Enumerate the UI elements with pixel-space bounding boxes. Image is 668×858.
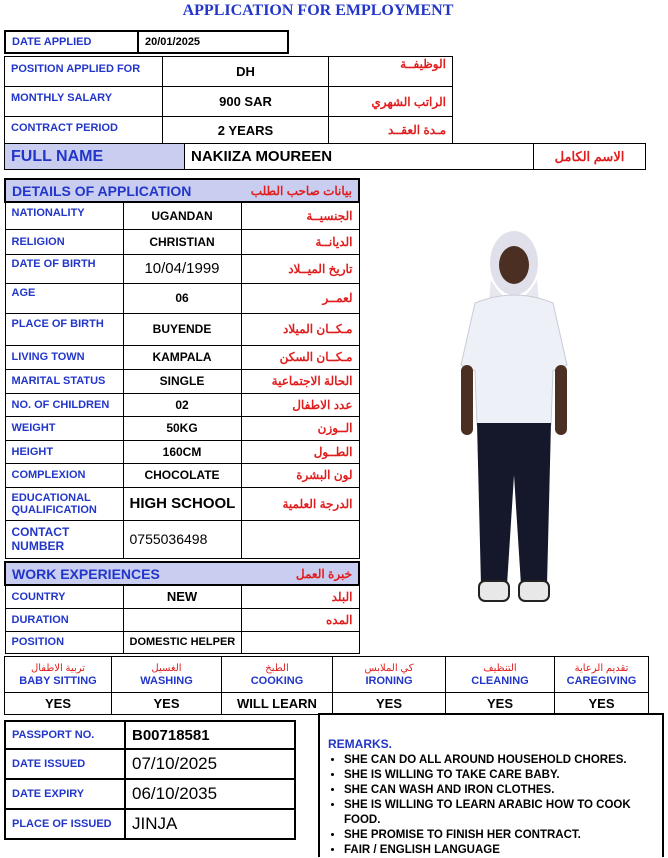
details-row-value: 50KG (123, 416, 241, 440)
details-header-ar: بيانات صاحب الطلب (241, 179, 359, 202)
full-name-table (4, 143, 646, 170)
position-value: DH (163, 57, 329, 87)
details-row-ar: الحالة الاجتماعية (241, 369, 359, 393)
skill-ar: التنظيف (483, 662, 517, 674)
details-row-label: RELIGION (5, 229, 123, 254)
details-row-ar: الجنسيــة (241, 202, 359, 229)
details-row-label: CONTACT NUMBER (5, 520, 123, 558)
full-name-ar: الاسم الكامل (534, 144, 646, 170)
details-row-label: NO. OF CHILDREN (5, 393, 123, 416)
details-header: DETAILS OF APPLICATION (5, 179, 241, 202)
details-row-value: HIGH SCHOOL (123, 487, 241, 520)
work-row-label: DURATION (5, 608, 123, 631)
passport-label: PLACE OF ISSUED (5, 809, 125, 839)
skill-header (222, 657, 333, 693)
skill-value: YES (333, 693, 446, 715)
work-row-ar (241, 631, 359, 653)
date-applied-value: 20/01/2025 (138, 31, 288, 53)
full-name-label: FULL NAME (5, 144, 185, 170)
skill-ar: الطبخ (265, 662, 289, 674)
details-row-value: KAMPALA (123, 345, 241, 369)
passport-value: B00718581 (125, 721, 295, 749)
skill-value: YES (112, 693, 222, 715)
work-row-value: DOMESTIC HELPER (123, 631, 241, 653)
remark-item: • SHE CAN DO ALL AROUND HOUSEHOLD CHORES. (344, 753, 656, 768)
skill-ar: تقديم الرعاية (574, 662, 629, 674)
passport-value: 07/10/2025 (125, 749, 295, 779)
work-table (4, 561, 360, 654)
full-name-value: NAKIIZA MOUREEN (185, 144, 534, 170)
details-row-value: CHRISTIAN (123, 229, 241, 254)
remark-item: • SHE PROMISE TO FINISH HER CONTRACT. (344, 828, 656, 843)
date-applied-label: DATE APPLIED (5, 31, 138, 53)
work-row-ar: البلد (241, 585, 359, 608)
date-applied-table (4, 30, 289, 54)
skill-label: WASHING (140, 674, 193, 687)
details-row-ar (241, 520, 359, 558)
remark-item: • SHE IS WILLING TO LEARN ARABIC HOW TO COOK FOOD. (344, 798, 656, 828)
passport-label: DATE ISSUED (5, 749, 125, 779)
details-row-label: WEIGHT (5, 416, 123, 440)
skill-header (333, 657, 446, 693)
details-row-label: HEIGHT (5, 440, 123, 463)
skill-value: YES (555, 693, 649, 715)
details-row-label: NATIONALITY (5, 202, 123, 229)
skill-value: WILL LEARN (222, 693, 333, 715)
skill-label: COOKING (250, 674, 304, 687)
skill-label: CLEANING (471, 674, 529, 687)
details-row-label: AGE (5, 283, 123, 313)
details-row-value: 160CM (123, 440, 241, 463)
details-row-ar: لون البشرة (241, 463, 359, 487)
skill-header (555, 657, 649, 693)
salary-label: MONTHLY SALARY (5, 87, 163, 117)
remarks-box (318, 713, 664, 857)
skill-ar: تربية الاطفال (30, 662, 86, 674)
details-row-ar: الديانــة (241, 229, 359, 254)
work-row-ar: المده (241, 608, 359, 631)
details-row-label: LIVING TOWN (5, 345, 123, 369)
skill-value: YES (5, 693, 112, 715)
details-row-value: 0755036498 (123, 520, 241, 558)
details-row-ar: مـكــان السكن (241, 345, 359, 369)
passport-table (4, 720, 296, 840)
applicant-photo (455, 225, 573, 613)
work-header-ar: خبرة العمل (241, 562, 359, 585)
details-row-value: CHOCOLATE (123, 463, 241, 487)
salary-value: 900 SAR (163, 87, 329, 117)
details-row-ar: تاريخ الميــلاد (241, 254, 359, 283)
details-row-ar: الطــول (241, 440, 359, 463)
skill-label: CAREGIVING (566, 674, 637, 687)
passport-value: 06/10/2035 (125, 779, 295, 809)
skill-label: IRONING (365, 674, 413, 687)
work-header: WORK EXPERIENCES (5, 562, 241, 585)
details-row-label: COMPLEXION (5, 463, 123, 487)
passport-value: JINJA (125, 809, 295, 839)
skills-table (4, 656, 649, 715)
remarks-list (328, 753, 656, 858)
details-row-ar: الــوزن (241, 416, 359, 440)
passport-label: PASSPORT NO. (5, 721, 125, 749)
skill-value: YES (446, 693, 555, 715)
skill-header (112, 657, 222, 693)
passport-label: DATE EXPIRY (5, 779, 125, 809)
salary-ar: الراتب الشهري (329, 87, 453, 117)
skill-header (446, 657, 555, 693)
work-row-label: COUNTRY (5, 585, 123, 608)
details-row-value: 06 (123, 283, 241, 313)
work-row-value (123, 608, 241, 631)
details-row-value: UGANDAN (123, 202, 241, 229)
details-row-value: 02 (123, 393, 241, 416)
details-row-label: MARITAL STATUS (5, 369, 123, 393)
details-row-value: SINGLE (123, 369, 241, 393)
remark-item: • SHE CAN WASH AND IRON CLOTHES. (344, 783, 656, 798)
skill-header (5, 657, 112, 693)
details-row-label: PLACE OF BIRTH (5, 313, 123, 345)
remark-item: • FAIR / ENGLISH LANGUAGE (344, 843, 656, 858)
position-label: POSITION APPLIED FOR (5, 57, 163, 87)
details-row-ar: عدد الاطفال (241, 393, 359, 416)
details-row-value: BUYENDE (123, 313, 241, 345)
page-title: APPLICATION FOR EMPLOYMENT (182, 2, 454, 19)
contract-label: CONTRACT PERIOD (5, 117, 163, 144)
job-info-table (4, 56, 453, 144)
details-row-label: EDUCATIONAL QUALIFICATION (5, 487, 123, 520)
work-row-label: POSITION (5, 631, 123, 653)
details-row-label: DATE OF BIRTH (5, 254, 123, 283)
work-row-value: NEW (123, 585, 241, 608)
remarks-title: REMARKS. (328, 737, 393, 751)
position-ar: الوظيفــة (329, 57, 453, 87)
skill-ar: الغسيل (151, 662, 182, 674)
details-row-value: 10/04/1999 (123, 254, 241, 283)
skill-label: BABY SITTING (19, 674, 97, 687)
details-table (4, 178, 360, 559)
skill-ar: كي الملابس (364, 662, 414, 674)
details-row-ar: لعمــر (241, 283, 359, 313)
details-row-ar: الدرجة العلمية (241, 487, 359, 520)
contract-ar: مـدة العقــد (329, 117, 453, 144)
remark-item: • SHE IS WILLING TO TAKE CARE BABY. (344, 768, 656, 783)
contract-value: 2 YEARS (163, 117, 329, 144)
details-row-ar: مـكــان الميلاد (241, 313, 359, 345)
